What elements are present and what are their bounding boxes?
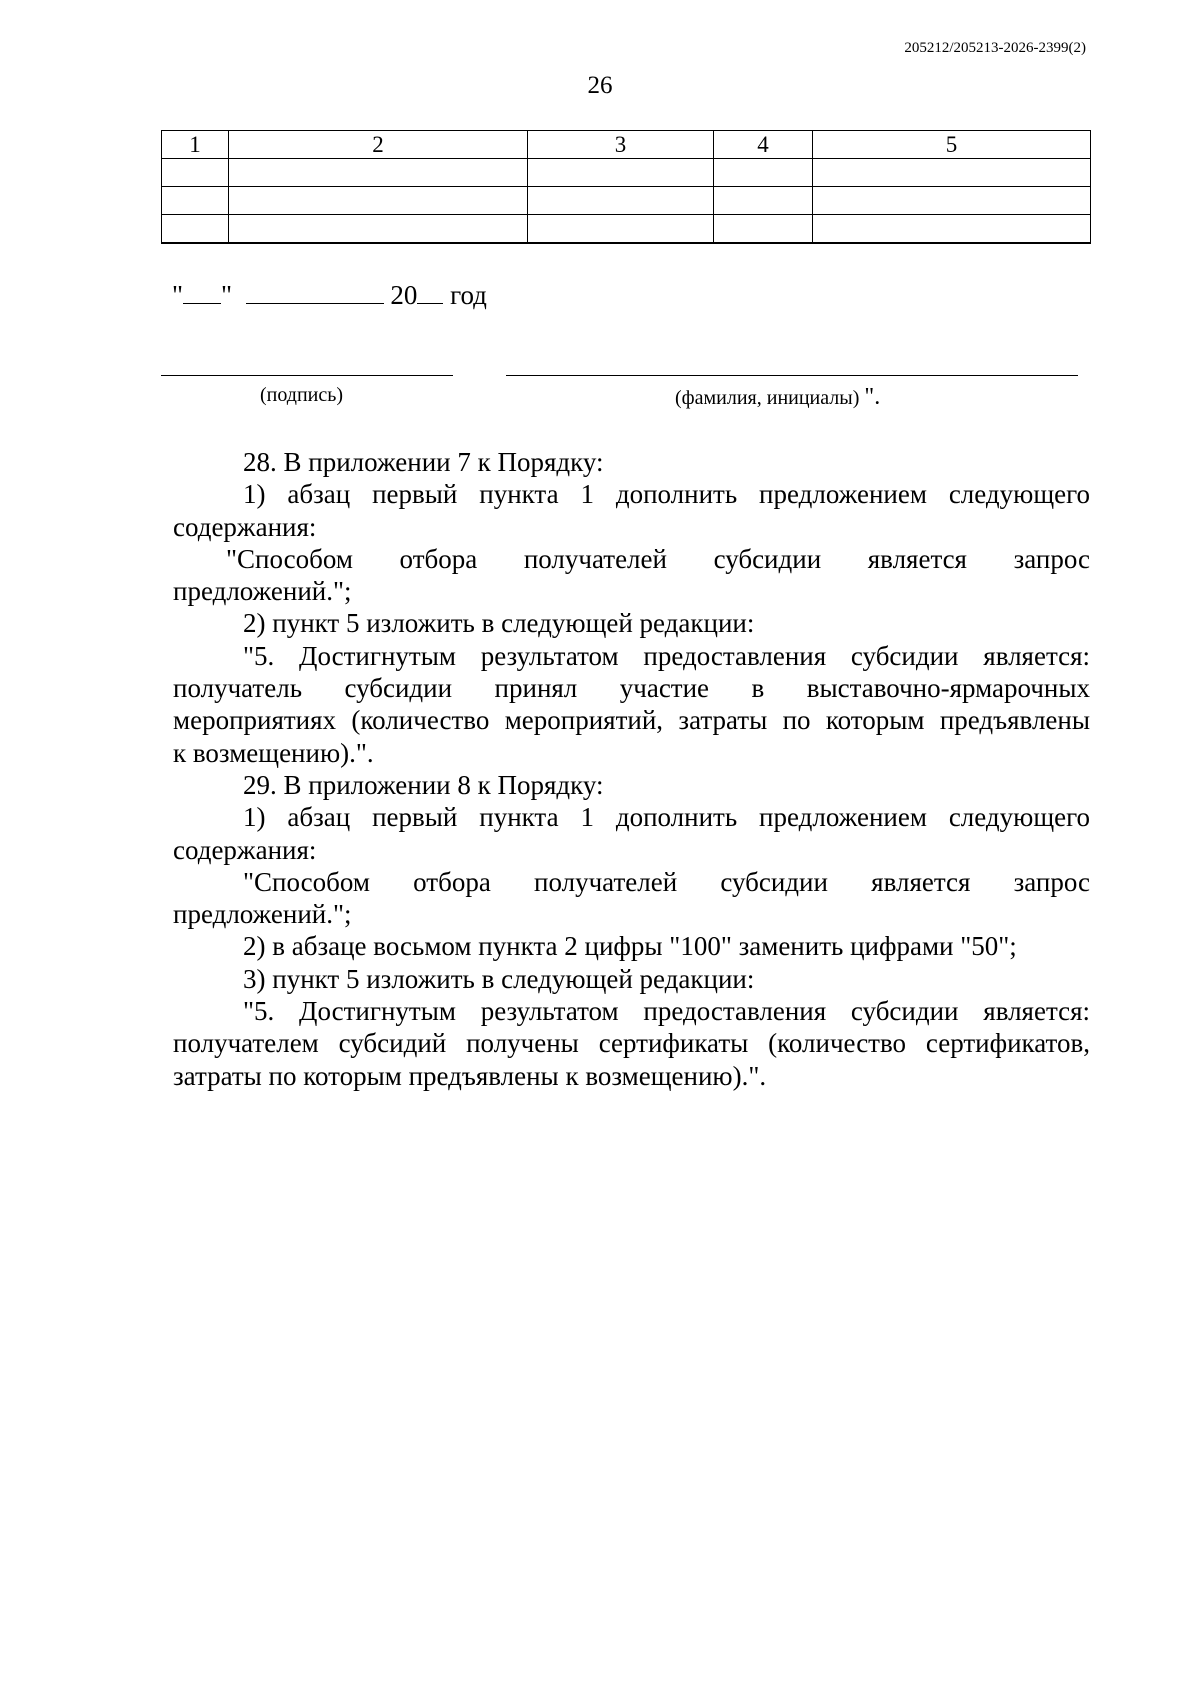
day-blank: [183, 281, 221, 304]
year-prefix: 20: [390, 280, 418, 310]
table-cell: [229, 159, 528, 187]
table-header-row: [162, 131, 1091, 159]
paragraph-line: затраты по которым предъявлены к возмещению).".: [173, 1060, 767, 1091]
date-open-quote: ": [172, 280, 184, 310]
paragraph-line: 1) абзац первый пункта 1 дополнить предложением следующего: [243, 479, 1090, 510]
table-header-cell: 5: [813, 131, 1091, 159]
paragraph-line: 28. В приложении 7 к Порядку:: [243, 447, 604, 477]
table-cell: [229, 215, 528, 244]
table-header-cell: 2: [229, 131, 528, 159]
table-cell: [813, 215, 1091, 244]
paragraph-line: предложений.";: [173, 576, 352, 607]
form-table: [161, 130, 1091, 244]
paragraph-line: "5. Достигнутым результатом предоставления субсидии является:: [243, 640, 1090, 671]
table-cell: [162, 187, 229, 215]
table-cell: [813, 187, 1091, 215]
table-cell: [162, 159, 229, 187]
table-row: [162, 187, 1091, 215]
amendment-text: [173, 446, 1090, 1092]
paragraph-line: "Способом отбора получателей субсидии является запрос: [226, 543, 1090, 574]
table-cell: [528, 159, 714, 187]
table-cell: [229, 187, 528, 215]
table-row: [162, 215, 1091, 244]
name-line: [506, 375, 1078, 376]
paragraph-line: 1) абзац первый пункта 1 дополнить предложением следующего: [243, 802, 1090, 833]
table-cell: [813, 159, 1091, 187]
signature-label: (подпись): [260, 384, 344, 406]
paragraph-line: 3) пункт 5 изложить в следующей редакции:: [243, 963, 755, 994]
signature-line: [161, 375, 453, 376]
paragraph-line: 29. В приложении 8 к Порядку:: [243, 769, 604, 800]
table-header-cell: 3: [528, 131, 714, 159]
page-number: 26: [587, 72, 613, 99]
table-cell: [528, 187, 714, 215]
paragraph-line: 2) в абзаце восьмом пункта 2 цифры "100" заменить цифрами "50";: [243, 931, 1017, 962]
closing-quote-mark: ".: [864, 384, 881, 410]
paragraph-line: получателем субсидий получены сертификаты (количество сертификатов,: [173, 1028, 1090, 1059]
table-cell: [162, 215, 229, 244]
table-cell: [528, 215, 714, 244]
table-cell: [714, 187, 813, 215]
table-cell: [714, 159, 813, 187]
name-label-group: [675, 384, 880, 411]
date-line: [172, 280, 487, 311]
paragraph-line: содержания:: [173, 511, 317, 542]
paragraph-line: предложений.";: [173, 899, 352, 930]
paragraph-line: мероприятиях (количество мероприятий, затраты по которым предъявлены: [173, 705, 1090, 736]
table-row: [162, 159, 1091, 187]
paragraph-line: "Способом отбора получателей субсидии является запрос: [243, 866, 1090, 897]
table-header-cell: 4: [714, 131, 813, 159]
year-word: год: [450, 280, 487, 310]
paragraph-line: 2) пункт 5 изложить в следующей редакции:: [243, 608, 755, 639]
table-cell: [714, 215, 813, 244]
table-header-cell: 1: [162, 131, 229, 159]
document-id: 205212/205213-2026-2399(2): [904, 40, 1086, 56]
paragraph-line: получатель субсидии принял участие в выставочно-ярмарочных: [173, 673, 1090, 704]
paragraph-line: содержания:: [173, 834, 317, 865]
name-label: (фамилия, инициалы): [675, 387, 860, 409]
year-blank: [417, 281, 443, 304]
month-blank: [246, 281, 384, 304]
paragraph-line: "5. Достигнутым результатом предоставления субсидии является:: [243, 996, 1090, 1027]
date-close-quote: ": [221, 280, 233, 310]
paragraph-line: к возмещению).".: [173, 737, 374, 768]
